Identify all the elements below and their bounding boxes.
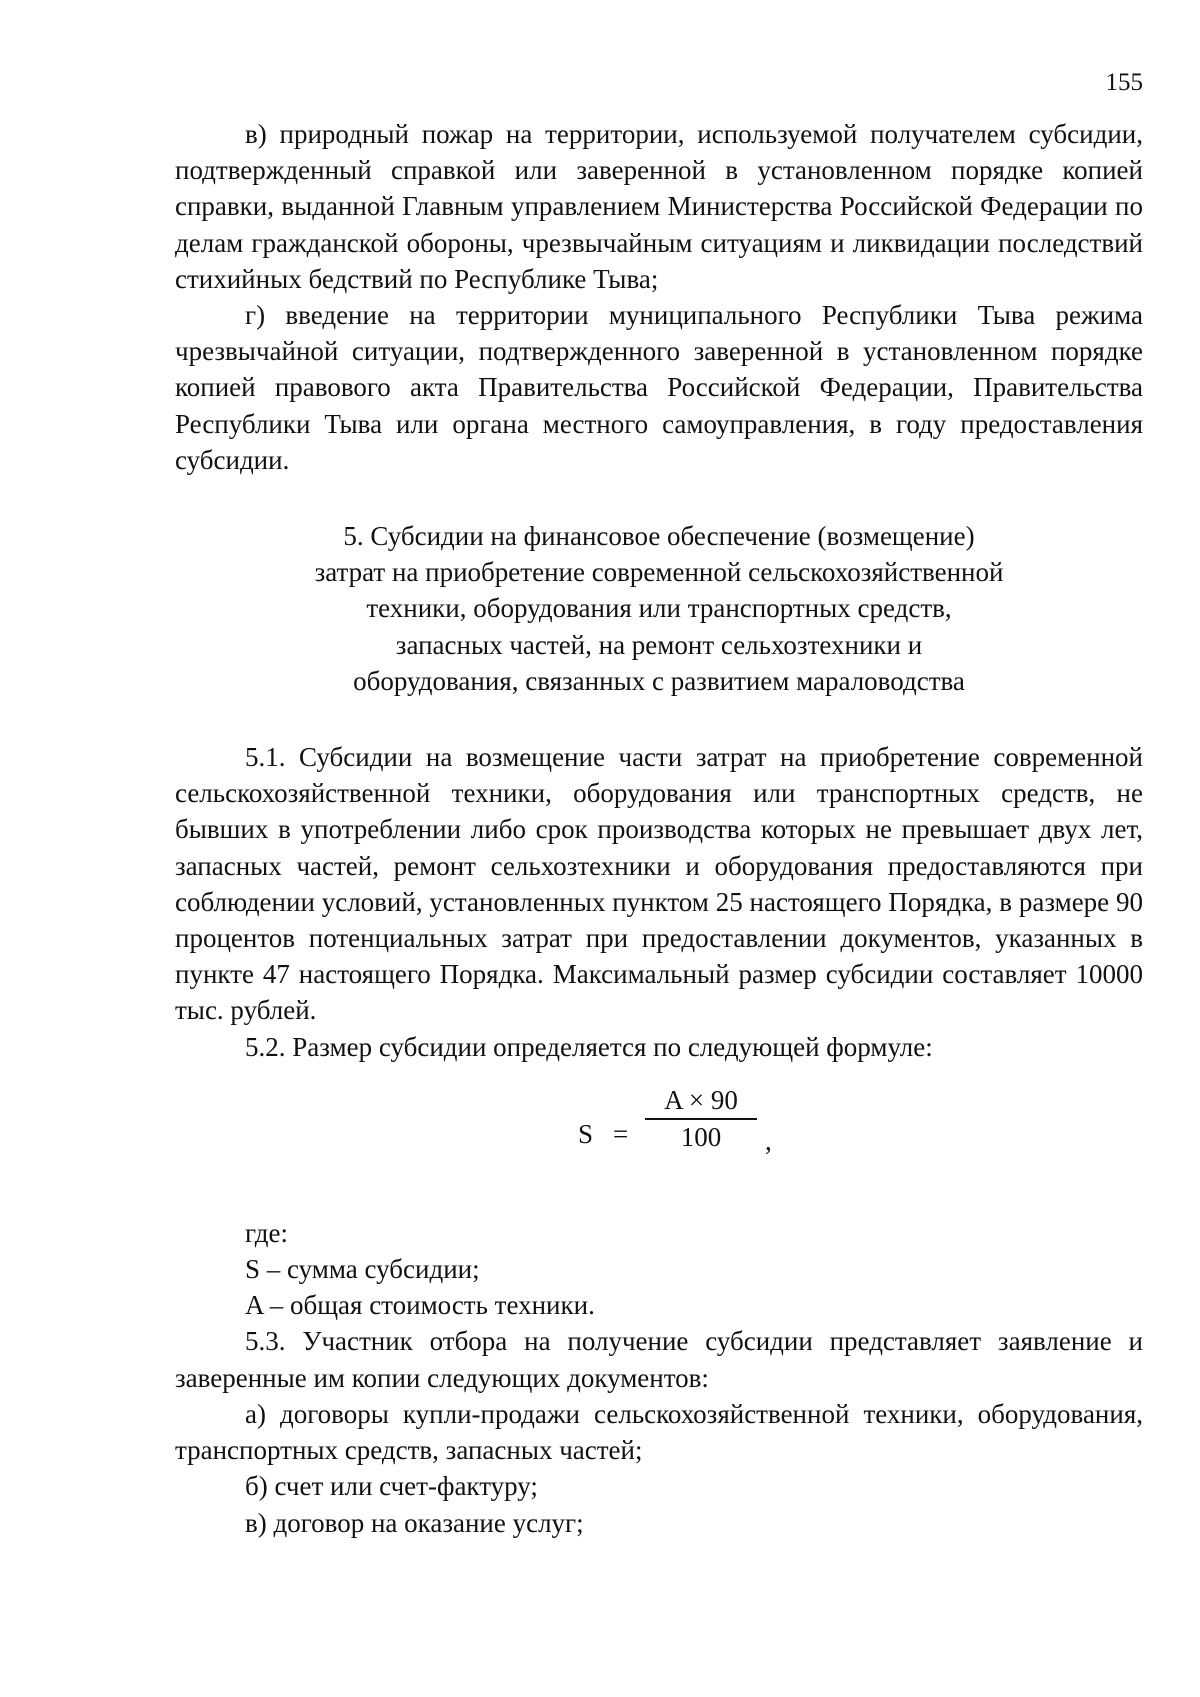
where-label: где: (245, 1217, 288, 1248)
subsidy-formula (175, 1083, 1143, 1175)
section-heading (175, 518, 1143, 699)
formula-comma: , (765, 1125, 772, 1156)
section-heading-line-3: техники, оборудования или транспортных средств, (366, 593, 952, 624)
section-body (175, 739, 1143, 1065)
paragraph-g-emergency: г) введение на территории муниципального Республики Тыва режима чрезвычайной ситуации, подтвержденного заверенной в установленном порядке копией правового акта Правительства Российской Федерации, Правительства Республики Тыва или органа местного самоуправления, в году предоставления субсидии. (175, 300, 1143, 475)
paragraph-5-3: 5.3. Участник отбора на получение субсидии представляет заявление и заверенные им копии следующих документов: (175, 1326, 1143, 1393)
paragraph-5-2: 5.2. Размер субсидии определяется по следующей формуле: (245, 1031, 933, 1062)
paragraph-v-fire: в) природный пожар на территории, используемой получателем субсидии, подтвержденный справкой или заверенной в установленном порядке копией справки, выданной Главным управлением Министерства Российской Федерации по делам гражданской обороны, чрезвычайным ситуациям и ликвидации последствий стихийных бедствий по Республике Тыва; (175, 119, 1143, 294)
section-heading-line-4: запасных частей, на ремонт сельхозтехники и (395, 629, 923, 660)
document-content (175, 116, 1143, 1541)
s-definition: S – сумма субсидии; (245, 1254, 480, 1285)
formula-equals-sign: = (613, 1118, 629, 1149)
list-item-a-contracts: а) договоры купли-продажи сельскохозяйственной техники, оборудования, транспортных средств, запасных частей; (175, 1398, 1143, 1466)
paragraph-5-1: 5.1. Субсидии на возмещение части затрат на приобретение современной сельскохозяйственной техники, оборудования или транспортных средств, не бывших в употреблении либо срок производства которых не превышает двух лет, запасных частей, ремонт сельхозтехники и оборудования предоставляются при соблюдении условий, установленных пунктом 25 настоящего Порядка, в размере 90 процентов потенциальных затрат при предоставлении документов, указанных в пункте 47 настоящего Порядка. Максимальный размер субсидии составляет 10000 тыс. рублей. (175, 742, 1143, 1026)
formula-denominator: 100 (680, 1121, 722, 1152)
page-number: 155 (1105, 69, 1143, 96)
list-item-b-invoice: б) счет или счет-фактуру; (245, 1471, 538, 1502)
section-heading-line-5: оборудования, связанных с развитием мараловодства (353, 665, 965, 696)
section-heading-line-1: 5. Субсидии на финансовое обеспечение (возмещение) (343, 521, 975, 552)
formula-numerator: A × 90 (664, 1084, 738, 1115)
a-definition: A – общая стоимость техники. (245, 1290, 595, 1321)
section-heading-line-2: затрат на приобретение современной сельскохозяйственной (314, 557, 1004, 588)
formula-left-symbol: S (578, 1118, 594, 1149)
list-item-v-service-contract: в) договор на оказание услуг; (245, 1507, 584, 1538)
formula-fraction (645, 1083, 757, 1173)
